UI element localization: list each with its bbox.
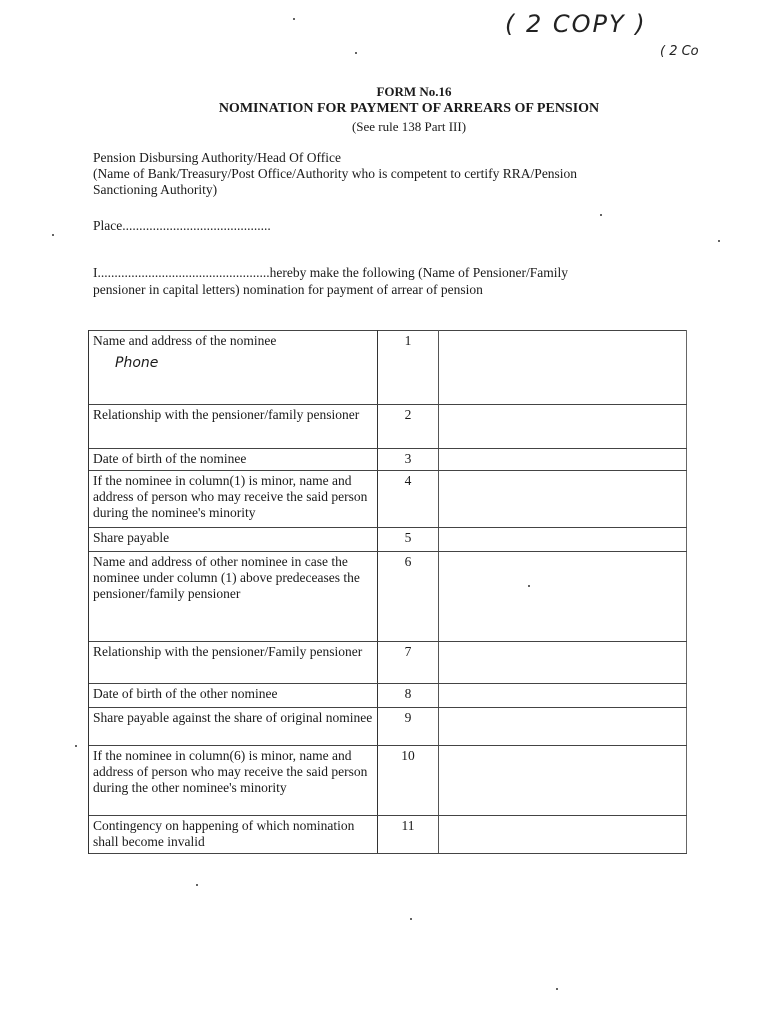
scan-speck [52,234,54,236]
table-row [89,684,687,708]
scan-speck [75,745,77,747]
row-number: 3 [378,449,439,471]
row-number: 11 [378,816,439,854]
table-row [89,746,687,816]
row-value-field[interactable] [439,471,687,528]
row-value-field[interactable] [439,684,687,708]
handwritten-copy-note: ( 2 COPY ) [505,10,647,38]
row-label: Date of birth of the other nominee [89,684,378,708]
scan-speck [556,988,558,990]
row-label: If the nominee in column(1) is minor, name and address of person who may receive the said person during the nominee's minority [89,471,378,528]
row-value-field[interactable] [439,746,687,816]
form-header [0,84,768,135]
row-value-field[interactable] [439,449,687,471]
scan-speck [293,18,295,20]
row-number: 9 [378,708,439,746]
handwritten-note: Phone [115,355,159,371]
scan-speck [600,214,602,216]
row-number: 5 [378,528,439,552]
row-number: 7 [378,642,439,684]
row-label: Name and address of other nominee in case the nominee under column (1) above predeceases the pensioner/family pensioner [89,552,378,642]
form-title: NOMINATION FOR PAYMENT OF ARREARS OF PENSION [218,101,600,116]
row-value-field[interactable] [439,331,687,405]
addressee-line-1: Pension Disbursing Authority/Head Of Office [93,150,341,165]
row-value-field[interactable] [439,528,687,552]
addressee-block [93,150,693,198]
table-row [89,449,687,471]
nomination-table [89,330,687,854]
row-label: If the nominee in column(6) is minor, name and address of person who may receive the said person during the other nominee's minority [89,746,378,816]
row-label: Share payable against the share of original nominee [89,708,378,746]
row-label: Relationship with the pensioner/family pensioner [89,405,378,449]
scan-speck [528,585,530,587]
row-value-field[interactable] [439,405,687,449]
row-label: Name and address of the nominee Phone [89,331,378,405]
row-label: Contingency on happening of which nomination shall become invalid [89,816,378,854]
declaration-line-1: I...................................................hereby make the following (Name of Pensioner/Family [93,265,569,280]
table-row [89,405,687,449]
scan-speck [355,52,357,54]
scan-speck [718,240,720,242]
table-row [89,552,687,642]
row-value-field[interactable] [439,708,687,746]
table-row [89,331,687,405]
row-number: 1 [378,331,439,405]
place-field[interactable]: Place............................................ [93,218,271,233]
declaration-line-2: pensioner in capital letters) nomination for payment of arrear of pension [93,282,483,297]
row-label: Date of birth of the nominee [89,449,378,471]
table-row [89,471,687,528]
form-rule-reference: (See rule 138 Part III) [351,119,467,134]
row-number: 6 [378,552,439,642]
scan-speck [196,884,198,886]
row-label: Share payable [89,528,378,552]
addressee-line-2: (Name of Bank/Treasury/Post Office/Authority who is competent to certify RRA/Pension [93,166,578,181]
row-label: Relationship with the pensioner/Family pensioner [89,642,378,684]
row-value-field[interactable] [439,816,687,854]
handwritten-copy-note-small: ( 2 Co [660,44,699,59]
row-number: 4 [378,471,439,528]
row-value-field[interactable] [439,552,687,642]
declaration [93,264,693,298]
table-row [89,708,687,746]
row-number: 10 [378,746,439,816]
table-row [89,816,687,854]
row-number: 2 [378,405,439,449]
form-number: FORM No.16 [376,84,452,99]
row-value-field[interactable] [439,642,687,684]
table-row [89,528,687,552]
table-row [89,642,687,684]
scan-speck [410,918,412,920]
row-number: 8 [378,684,439,708]
addressee-line-3: Sanctioning Authority) [93,182,218,197]
